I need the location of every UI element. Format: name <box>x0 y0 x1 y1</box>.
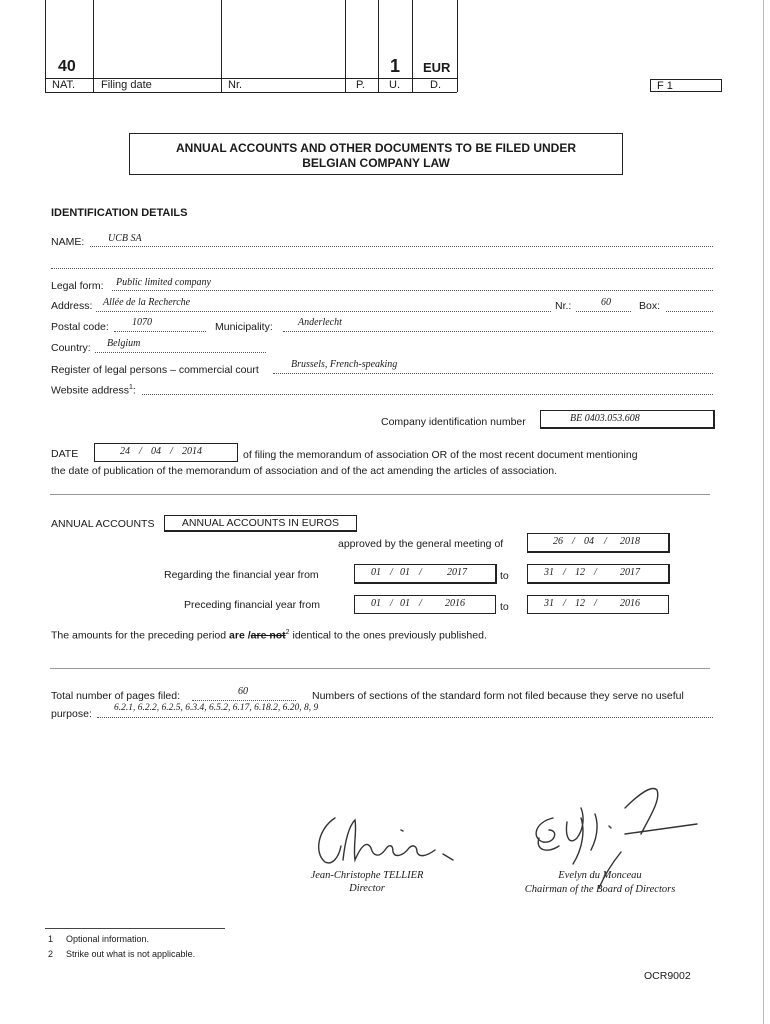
form-code-box <box>650 79 722 92</box>
footnote-1-num: 1 <box>48 934 54 944</box>
company-id-box <box>540 410 715 429</box>
date-label: DATE <box>51 448 79 460</box>
date-sep: / <box>563 567 566 578</box>
annual-accounts-box <box>164 515 357 532</box>
preceding-from-year: 2016 <box>445 598 465 609</box>
amounts-are-not-struck: are not <box>250 629 286 642</box>
d-label: D. <box>430 79 441 91</box>
municipality-line <box>283 320 713 332</box>
date-sep: / <box>139 446 142 457</box>
date-sep: / <box>390 567 393 578</box>
date-sep: / <box>170 446 173 457</box>
signatory-2 <box>510 869 690 897</box>
purpose-label: purpose: <box>51 708 92 720</box>
postal-code-value: 1070 <box>132 317 152 328</box>
date-year: 2014 <box>182 446 202 457</box>
municipality-label: Municipality: <box>215 321 273 333</box>
nat-value: 40 <box>58 58 76 75</box>
form-code: F 1 <box>657 80 673 92</box>
u-label: U. <box>389 79 400 91</box>
regarding-to-year: 2017 <box>620 567 640 578</box>
to-label: to <box>500 570 509 582</box>
preceding-to-day: 31 <box>544 598 554 609</box>
date-sep: / <box>594 567 597 578</box>
date-sep: / <box>572 536 575 547</box>
regarding-from-month: 01 <box>400 567 410 578</box>
footnote-1 <box>48 934 149 944</box>
address-value: Allée de la Recherche <box>103 297 191 308</box>
signature-tellier <box>305 800 455 872</box>
footnote-divider <box>45 928 225 929</box>
name-line-2 <box>51 257 713 269</box>
footnote-ref-2: 2 <box>285 629 290 636</box>
sections-value: 6.2.1, 6.2.2, 6.2.5, 6.3.4, 6.5.2, 6.17, 6.18.2, 6.20, 8, 9 <box>114 703 319 713</box>
regarding-from-year: 2017 <box>447 567 467 578</box>
date-text-1: of filing the memorandum of association OR of the most recent document mentioning <box>243 449 638 461</box>
address-label: Address: <box>51 300 93 312</box>
total-pages-value: 60 <box>238 686 248 697</box>
date-sep: / <box>594 598 597 609</box>
signatory-2-title: Chairman of the Board of Directors <box>524 884 676 895</box>
website-label <box>51 384 136 397</box>
regarding-label: Regarding the financial year from <box>164 569 319 581</box>
box-field-label: Box: <box>639 300 661 312</box>
preceding-to-year: 2016 <box>620 598 640 609</box>
scan-edge <box>763 0 764 1024</box>
preceding-to-month: 12 <box>575 598 585 609</box>
approved-date-box <box>527 533 670 553</box>
register-label: Register of legal persons – commercial court <box>51 364 259 376</box>
date-sep: / <box>419 598 422 609</box>
regarding-from-day: 01 <box>371 567 381 578</box>
website-label-text: Website address <box>51 384 130 397</box>
approved-label: approved by the general meeting of <box>338 538 504 550</box>
website-colon: : <box>132 384 136 397</box>
postal-code-line <box>114 320 206 332</box>
nr-field-value: 60 <box>601 297 611 308</box>
approved-year: 2018 <box>620 536 640 547</box>
name-line <box>90 234 713 247</box>
annual-accounts-label: ANNUAL ACCOUNTS <box>51 518 155 530</box>
total-pages-label: Total number of pages filed: <box>51 690 180 702</box>
p-value: 1 <box>390 56 401 76</box>
nat-label: NAT. <box>52 79 76 91</box>
register-value: Brussels, French-speaking <box>291 359 398 370</box>
title-box <box>129 133 623 175</box>
name-label: NAME: <box>51 236 85 248</box>
company-id-value: BE 0403.053.608 <box>570 413 640 424</box>
amounts-prefix: The amounts for the preceding period <box>51 629 227 642</box>
website-line <box>142 383 713 395</box>
footnote-2-num: 2 <box>48 949 54 959</box>
name-value: UCB SA <box>108 233 142 244</box>
nr-label: Nr. <box>228 79 243 91</box>
signatory-1-title: Director <box>349 883 385 894</box>
preceding-from-box <box>354 595 496 614</box>
currency-value: EUR <box>423 60 451 75</box>
amounts-are: are / <box>229 629 251 642</box>
title-line-2: BELGIAN COMPANY LAW <box>302 156 450 170</box>
footnote-2-text: Strike out what is not applicable. <box>66 949 196 959</box>
signatory-1-name: Jean-Christophe TELLIER <box>310 870 424 881</box>
divider <box>50 668 710 669</box>
date-sep: / <box>390 598 393 609</box>
preceding-from-day: 01 <box>371 598 381 609</box>
signatory-1 <box>300 869 434 895</box>
date-sep: / <box>419 567 422 578</box>
amounts-statement <box>51 629 487 642</box>
amounts-suffix: identical to the ones previously published. <box>292 629 487 642</box>
regarding-to-box <box>527 564 670 584</box>
filing-date-label: Filing date <box>101 79 152 91</box>
regarding-from-box <box>354 564 497 584</box>
footnote-2 <box>48 949 195 959</box>
box-field-line <box>666 300 713 312</box>
footnote-ref-1: 1 <box>129 384 133 391</box>
company-id-label: Company identification number <box>381 416 526 428</box>
to-label: to <box>500 601 509 613</box>
preceding-to-box <box>527 595 669 614</box>
nr-field-label: Nr.: <box>555 300 572 312</box>
identification-heading: IDENTIFICATION DETAILS <box>51 207 188 219</box>
p-label: P. <box>356 79 365 91</box>
title-line-1: ANNUAL ACCOUNTS AND OTHER DOCUMENTS TO BE FILED UNDER <box>175 141 576 155</box>
regarding-to-day: 31 <box>544 567 554 578</box>
postal-code-label: Postal code: <box>51 321 109 333</box>
regarding-to-month: 12 <box>575 567 585 578</box>
country-label: Country: <box>51 342 91 354</box>
preceding-label: Preceding financial year from <box>184 599 320 611</box>
date-month: 04 <box>151 446 161 457</box>
grid-line <box>457 0 458 92</box>
date-sep: / <box>563 598 566 609</box>
preceding-from-month: 01 <box>400 598 410 609</box>
annual-accounts-box-value: ANNUAL ACCOUNTS IN EUROS <box>181 517 340 529</box>
country-value: Belgium <box>107 338 141 349</box>
approved-day: 26 <box>553 536 563 547</box>
signatory-2-name: Evelyn du Monceau <box>558 870 642 881</box>
date-text-2: the date of publication of the memorandum of association and of the act amending the articles of association. <box>51 465 558 477</box>
sections-text: Numbers of sections of the standard form not filed because they serve no useful <box>312 690 684 702</box>
legal-form-value: Public limited company <box>116 277 211 288</box>
municipality-value: Anderlecht <box>298 317 342 328</box>
date-sep: / <box>604 536 607 547</box>
grid-line <box>45 92 457 93</box>
date-box <box>94 443 238 462</box>
divider <box>50 494 710 495</box>
legal-form-label: Legal form: <box>51 280 104 292</box>
footnote-1-text: Optional information. <box>66 934 150 944</box>
approved-month: 04 <box>584 536 594 547</box>
footer-code: OCR9002 <box>644 970 691 982</box>
date-day: 24 <box>120 446 130 457</box>
